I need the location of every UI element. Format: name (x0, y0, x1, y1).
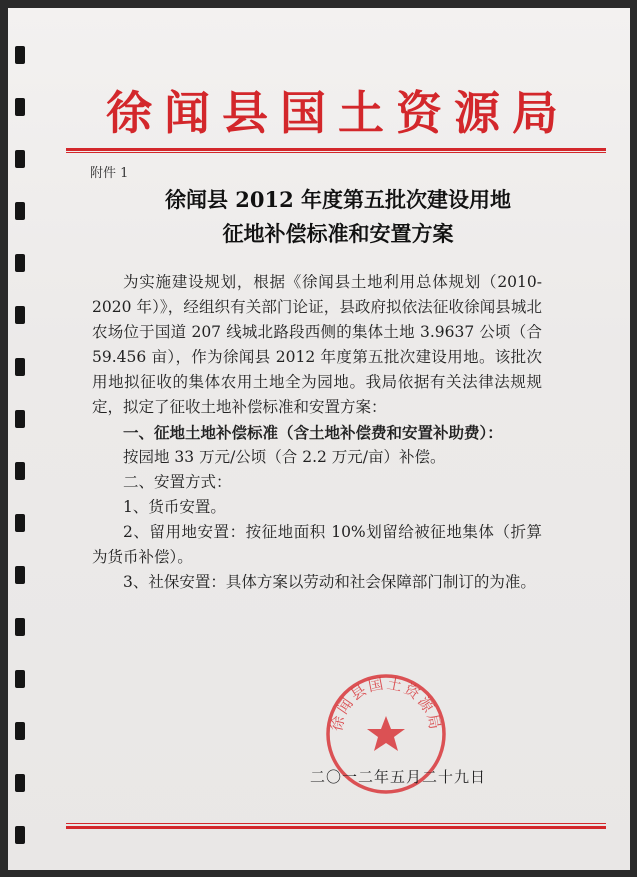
intro-paragraph: 为实施建设规划，根据《徐闻县土地利用总体规划（2010-2020 年）》，经组织有关部门论证，县政府拟依法征收徐闻县城北农场位于国道 207 线城北路段西侧的集体土地 3.9637 公顷（合 59.456 亩），作为徐闻县 2012 年度第五批次建设用地。该批次用地拟征收的集体农用土地全为园地。我局依据有关法律法规规定，拟定了征收土地补偿标准和安置方案： (92, 273, 542, 416)
document-page (8, 8, 630, 870)
binding-holes (12, 18, 28, 868)
binding-hole (15, 566, 25, 584)
binding-hole (15, 254, 25, 272)
issue-date: 二〇一二年五月二十九日 (310, 768, 487, 786)
section1-heading: 一、征地土地补偿标准（含土地补偿费和安置补助费）： (123, 423, 503, 442)
footer-rule-thick (66, 826, 606, 829)
footer-rule-thin (66, 823, 606, 824)
binding-hole (15, 150, 25, 168)
letterhead-rule-thin (66, 152, 606, 153)
binding-hole (15, 774, 25, 792)
letterhead-rule-thick (66, 148, 606, 151)
binding-hole (15, 722, 25, 740)
section1-text: 按园地 33 万元/公顷（合 2.2 万元/亩）补偿。 (123, 448, 446, 466)
attachment-label: 附件 1 (90, 166, 129, 181)
binding-hole (15, 46, 25, 64)
placement-item-1: 1、货币安置。 (123, 498, 226, 516)
binding-hole (15, 358, 25, 376)
binding-hole (15, 670, 25, 688)
placement-item-2: 2、留用地安置：按征地面积 10%划留给被征地集体（折算为货币补偿）。 (92, 523, 542, 566)
placement-item-3: 3、社保安置：具体方案以劳动和社会保障部门制订的为准。 (123, 573, 536, 591)
binding-hole (15, 98, 25, 116)
binding-hole (15, 618, 25, 636)
binding-hole (15, 514, 25, 532)
document-title-line1: 徐闻县 2012 年度第五批次建设用地 (164, 187, 512, 212)
binding-hole (15, 202, 25, 220)
seal-text: 徐闻县国土资源局 (327, 674, 445, 733)
binding-hole (15, 826, 25, 844)
binding-hole (15, 410, 25, 428)
section2-heading: 二、安置方式： (123, 473, 232, 491)
binding-hole (15, 306, 25, 324)
seal-star-icon (367, 716, 405, 751)
binding-hole (15, 462, 25, 480)
document-body (92, 270, 542, 595)
document-title-line2: 征地补偿标准和安置方案 (222, 221, 454, 246)
agency-letterhead: 徐闻县国土资源局 (106, 86, 570, 140)
